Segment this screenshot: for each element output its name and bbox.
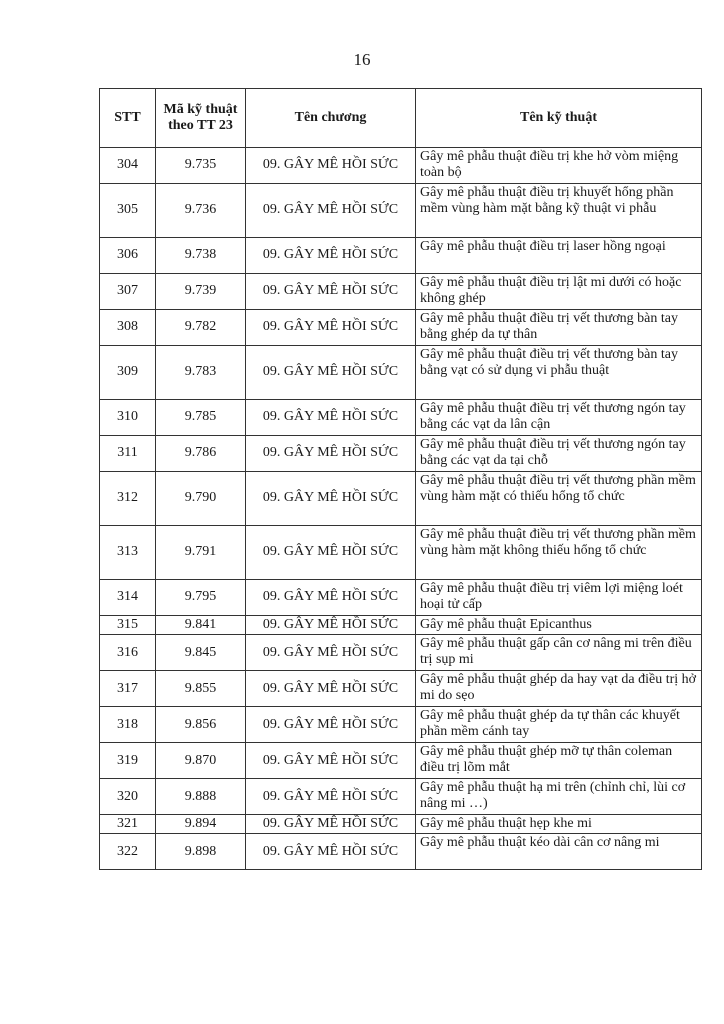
cell-technique: Gây mê phẫu thuật điều trị vết thương phần mềm vùng hàm mặt có thiếu hổng tổ chức [416, 472, 702, 526]
cell-stt: 313 [100, 526, 156, 580]
table-row [100, 436, 702, 472]
cell-chapter: 09. GÂY MÊ HỒI SỨC [246, 238, 416, 274]
cell-code: 9.783 [156, 346, 246, 400]
cell-chapter: 09. GÂY MÊ HỒI SỨC [246, 779, 416, 815]
page-number: 16 [353, 50, 371, 69]
header-code: Mã kỹ thuật theo TT 23 [156, 89, 246, 148]
cell-chapter: 09. GÂY MÊ HỒI SỨC [246, 436, 416, 472]
table-row [100, 274, 702, 310]
table-row [100, 238, 702, 274]
cell-stt: 320 [100, 779, 156, 815]
cell-chapter: 09. GÂY MÊ HỒI SỨC [246, 346, 416, 400]
cell-code: 9.888 [156, 779, 246, 815]
cell-chapter: 09. GÂY MÊ HỒI SỨC [246, 671, 416, 707]
cell-code: 9.736 [156, 184, 246, 238]
cell-chapter: 09. GÂY MÊ HỒI SỨC [246, 274, 416, 310]
cell-technique: Gây mê phẫu thuật kéo dài cân cơ nâng mi [416, 834, 702, 870]
cell-stt: 315 [100, 616, 156, 635]
header-technique: Tên kỹ thuật [416, 89, 702, 148]
cell-stt: 310 [100, 400, 156, 436]
cell-chapter: 09. GÂY MÊ HỒI SỨC [246, 743, 416, 779]
cell-code: 9.856 [156, 707, 246, 743]
cell-technique: Gây mê phẫu thuật điều trị lật mi dưới có hoặc không ghép [416, 274, 702, 310]
table-row [100, 834, 702, 870]
cell-stt: 309 [100, 346, 156, 400]
cell-technique: Gây mê phẫu thuật điều trị vết thương bàn tay bằng vạt có sử dụng vi phẫu thuật [416, 346, 702, 400]
table-row [100, 671, 702, 707]
cell-code: 9.738 [156, 238, 246, 274]
cell-technique: Gây mê phẫu thuật điều trị vết thương ngón tay bằng các vạt da tại chỗ [416, 436, 702, 472]
cell-code: 9.791 [156, 526, 246, 580]
cell-technique: Gây mê phẫu thuật hạ mi trên (chỉnh chỉ, lùi cơ nâng mi …) [416, 779, 702, 815]
table-row [100, 815, 702, 834]
cell-technique: Gây mê phẫu thuật ghép da tự thân các khuyết phần mềm cánh tay [416, 707, 702, 743]
cell-code: 9.795 [156, 580, 246, 616]
cell-stt: 322 [100, 834, 156, 870]
table-row [100, 148, 702, 184]
cell-code: 9.894 [156, 815, 246, 834]
cell-technique: Gây mê phẫu thuật gấp cân cơ nâng mi trên điều trị sụp mi [416, 635, 702, 671]
cell-chapter: 09. GÂY MÊ HỒI SỨC [246, 707, 416, 743]
cell-technique: Gây mê phẫu thuật Epicanthus [416, 616, 702, 635]
table-row [100, 310, 702, 346]
cell-technique: Gây mê phẫu thuật ghép mỡ tự thân coleman điều trị lõm mắt [416, 743, 702, 779]
cell-technique: Gây mê phẫu thuật hẹp khe mi [416, 815, 702, 834]
cell-stt: 304 [100, 148, 156, 184]
cell-code: 9.790 [156, 472, 246, 526]
table-row [100, 743, 702, 779]
table-row [100, 472, 702, 526]
cell-stt: 306 [100, 238, 156, 274]
cell-chapter: 09. GÂY MÊ HỒI SỨC [246, 400, 416, 436]
cell-technique: Gây mê phẫu thuật ghép da hay vạt da điều trị hở mi do sẹo [416, 671, 702, 707]
cell-stt: 308 [100, 310, 156, 346]
cell-code: 9.786 [156, 436, 246, 472]
cell-stt: 314 [100, 580, 156, 616]
header-chapter: Tên chương [246, 89, 416, 148]
table-row [100, 635, 702, 671]
cell-code: 9.845 [156, 635, 246, 671]
cell-code: 9.855 [156, 671, 246, 707]
cell-chapter: 09. GÂY MÊ HỒI SỨC [246, 472, 416, 526]
table-row [100, 526, 702, 580]
table-row [100, 184, 702, 238]
table-header-row [100, 89, 702, 148]
cell-stt: 317 [100, 671, 156, 707]
table-row [100, 346, 702, 400]
cell-code: 9.739 [156, 274, 246, 310]
cell-chapter: 09. GÂY MÊ HỒI SỨC [246, 148, 416, 184]
cell-stt: 316 [100, 635, 156, 671]
cell-chapter: 09. GÂY MÊ HỒI SỨC [246, 635, 416, 671]
cell-stt: 307 [100, 274, 156, 310]
cell-chapter: 09. GÂY MÊ HỒI SỨC [246, 310, 416, 346]
cell-stt: 319 [100, 743, 156, 779]
table-row [100, 779, 702, 815]
cell-technique: Gây mê phẫu thuật điều trị khe hở vòm miệng toàn bộ [416, 148, 702, 184]
cell-stt: 305 [100, 184, 156, 238]
table-row [100, 707, 702, 743]
cell-code: 9.735 [156, 148, 246, 184]
cell-stt: 321 [100, 815, 156, 834]
cell-technique: Gây mê phẫu thuật điều trị vết thương ngón tay bằng các vạt da lân cận [416, 400, 702, 436]
cell-code: 9.782 [156, 310, 246, 346]
technique-table [99, 88, 702, 870]
table-row [100, 580, 702, 616]
cell-technique: Gây mê phẫu thuật điều trị viêm lợi miệng loét hoại tử cấp [416, 580, 702, 616]
cell-code: 9.898 [156, 834, 246, 870]
cell-chapter: 09. GÂY MÊ HỒI SỨC [246, 580, 416, 616]
cell-stt: 318 [100, 707, 156, 743]
table-row [100, 400, 702, 436]
cell-chapter: 09. GÂY MÊ HỒI SỨC [246, 184, 416, 238]
cell-code: 9.785 [156, 400, 246, 436]
cell-stt: 312 [100, 472, 156, 526]
cell-stt: 311 [100, 436, 156, 472]
header-stt: STT [100, 89, 156, 148]
cell-technique: Gây mê phẫu thuật điều trị vết thương bàn tay bằng ghép da tự thân [416, 310, 702, 346]
table-row [100, 616, 702, 635]
cell-chapter: 09. GÂY MÊ HỒI SỨC [246, 834, 416, 870]
cell-technique: Gây mê phẫu thuật điều trị khuyết hổng phần mềm vùng hàm mặt bằng kỹ thuật vi phẫu [416, 184, 702, 238]
cell-chapter: 09. GÂY MÊ HỒI SỨC [246, 815, 416, 834]
cell-chapter: 09. GÂY MÊ HỒI SỨC [246, 526, 416, 580]
cell-code: 9.841 [156, 616, 246, 635]
cell-technique: Gây mê phẫu thuật điều trị vết thương phần mềm vùng hàm mặt không thiếu hổng tổ chức [416, 526, 702, 580]
cell-chapter: 09. GÂY MÊ HỒI SỨC [246, 616, 416, 635]
cell-code: 9.870 [156, 743, 246, 779]
cell-technique: Gây mê phẫu thuật điều trị laser hồng ngoại [416, 238, 702, 274]
